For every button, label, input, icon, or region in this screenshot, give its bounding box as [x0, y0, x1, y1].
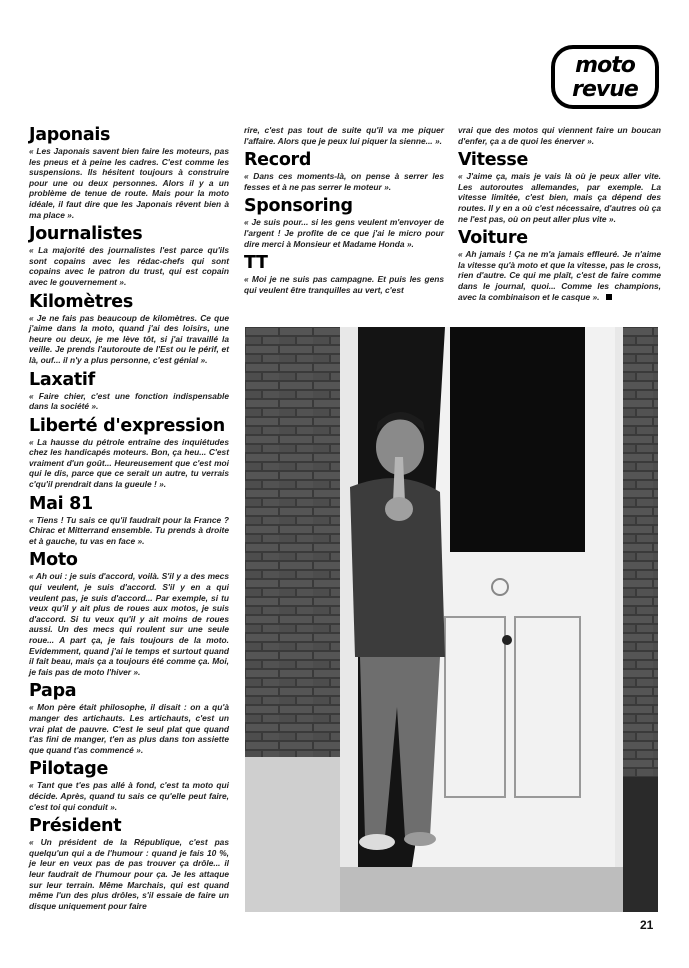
section-text: « La majorité des journalistes l'est parce qu'ils sont copains avec les rédac-chefs qui sont copains avec le patron du trust, qui est copain avec le gouvernement ».	[29, 245, 229, 287]
section-heading: Laxatif	[29, 369, 95, 390]
end-of-article-mark	[606, 294, 612, 300]
section-heading: Mai 81	[29, 493, 93, 514]
brick-wall-left	[245, 327, 340, 757]
section-text: « Tant que t'es pas allé à fond, c'est ta moto qui décide. Après, quand tu sais ce qu'elle peut faire, c'est toi qui conduit ».	[29, 780, 229, 812]
brick-wall-right	[623, 327, 658, 777]
section-text: « Les Japonais savent bien faire les moteurs, pas les pneus et à peine les cadres. C'est comme les suspensions. Ils hésitent toujours à construire pour une ou deux personnes. Alors il y a un problème de tenue de route. Mais pour la moto idéale, il faut dire que les Japonais rêvent bien à ma place ».	[29, 146, 229, 220]
section-text: « La hausse du pétrole entraîne des inquiétudes chez les handicapés moteurs. Bon, ça heu... C'est vraiment d'un goût... Heureusement que c'est moi qui le dis, parce que ce serait un autre, tu verrais c'qu'il prendrait dans la gueule ! ».	[29, 436, 229, 490]
threshold	[340, 867, 623, 912]
section-heading: TT	[244, 253, 268, 274]
section-papa	[29, 681, 229, 755]
section-heading: Papa	[29, 681, 77, 702]
section-continuation	[458, 125, 661, 146]
section-tt	[244, 253, 444, 295]
logo-line-2: revue	[572, 77, 638, 102]
man-raised-finger	[393, 457, 405, 502]
section-vitesse	[458, 150, 661, 224]
section-heading: Sponsoring	[244, 196, 353, 217]
man-shoe-right	[404, 832, 436, 846]
section-kilometres	[29, 292, 229, 366]
section-text: « J'aime ça, mais je vais là où je peux aller vite. Les autoroutes allemandes, par exemple. La vitesse limitée, c'est bien, mais ça dépend des routes. Il y en a où c'est nécessaire, d'autres où ça ne l'est pas, où on peut aller plus vite ».	[458, 171, 661, 224]
logo-line-1: moto	[575, 53, 635, 78]
section-laxatif	[29, 370, 229, 412]
column-1	[29, 125, 229, 915]
section-text: « Faire chier, c'est une fonction indispensable dans la société ».	[29, 390, 229, 412]
section-text: « Je ne fais pas beaucoup de kilomètres. Ce que j'aime dans la moto, quand j'ai des loisirs, une heure ou deux, je me lève tôt, si j'ai travaillé la veille. Je prends l'autoroute de l'Est ou le périf, et là, ouf... il n'y a plus personne, c'est génial ».	[29, 312, 229, 365]
man-hand	[385, 497, 413, 521]
section-continuation	[244, 125, 444, 146]
section-text: « Tiens ! Tu sais ce qu'il faudrait pour la France ? Chirac et Mitterrand ensemble. Tu prends à droite et à gauche, tu vas en face ».	[29, 514, 229, 546]
section-heading: Vitesse	[458, 150, 529, 171]
man-shoe-left	[359, 834, 395, 850]
section-journalistes	[29, 224, 229, 287]
doorway-photo	[245, 327, 658, 912]
stone-step	[245, 757, 340, 912]
door-keyhole	[502, 635, 512, 645]
column-3	[458, 125, 661, 306]
section-heading: Japonais	[29, 125, 111, 145]
section-heading: Kilomètres	[29, 291, 133, 312]
column-2	[244, 125, 444, 299]
section-text: rire, c'est pas tout de suite qu'il va me piquer l'affaire. Alors que je peux lui piquer la sienne... ».	[244, 125, 444, 146]
section-heading: Président	[29, 816, 122, 837]
section-heading: Voiture	[458, 228, 528, 249]
section-text: « Ah oui : je suis d'accord, voilà. S'il y a des mecs qui veulent, je suis d'accord. S'il y en a qui veulent pas, je suis d'accord... Par exemple, si tu veux qu'il y ait plus de roues aux motos, je suis d'accord. Si tu veux qu'il y ait moins de roues aussi. Un des mecs qui roulent sur une seule roue... A part ça, je fais toujours de la moto. Evidemment, quand j'ai le temps et surtout quand il fait beau, mais ça a toujours été comme ça. Moi, je fais pas de moto l'hiver ».	[29, 571, 229, 677]
section-moto	[29, 550, 229, 677]
section-japonais	[29, 125, 229, 220]
section-heading: Liberté d'expression	[29, 415, 225, 436]
section-text-content: « Ah jamais ! Ça ne m'a jamais effleuré. Je n'aime la vitesse qu'à moto et que la vitesse, pas le cross, rien d'autre. Ce qui me plaît, c'est de faire comme dans le journal, quoi... Comme les champions, avec la combinaison et le casque ».	[458, 249, 661, 302]
section-heading: Record	[244, 150, 312, 171]
section-text: « Moi je ne suis pas campagne. Et puis les gens qui veulent être tranquilles au vert, c'est	[244, 274, 444, 295]
section-text	[458, 249, 661, 302]
section-text: « Mon père était philosophe, il disait : on a qu'à manger des artichauts. Les artichauts, c'est un vrai plat de pauvre. C'est le seul plat que quand t'as fini de manger, t'en as plus dans ton assiette que quand t'as commencé ».	[29, 702, 229, 755]
section-voiture	[458, 228, 661, 302]
section-heading: Moto	[29, 550, 78, 571]
section-mai-81	[29, 494, 229, 547]
moto-revue-logo	[551, 45, 659, 109]
section-text: « Dans ces moments-là, on pense à serrer les fesses et à ne pas serrer le moteur ».	[244, 171, 444, 192]
section-sponsoring	[244, 196, 444, 249]
section-record	[244, 150, 444, 192]
section-liberte-expression	[29, 416, 229, 490]
section-text: vrai que des motos qui viennent faire un boucan d'enfer, ça a de quoi les énerver ».	[458, 125, 661, 146]
section-text: « Un président de la République, c'est pas quelqu'un qui a de l'humour : quand je fais 10 %, je leur en veux pas de pas trouver ça drôle... il leur faudrait de l'humour pour ça. Je les attaque sur leur terrain. Même Marchais, qui est quand même l'un des plus drôles, s'il essaie de faire un disque uniquement pour faire	[29, 837, 229, 911]
photo-illustration	[245, 327, 658, 912]
section-heading: Pilotage	[29, 759, 109, 780]
section-pilotage	[29, 759, 229, 812]
door-window	[450, 327, 585, 552]
section-text: « Je suis pour... si les gens veulent m'envoyer de l'argent ! Je profite de ce que j'ai le micro pour dire merci à Monsieur et Madame Honda ».	[244, 217, 444, 249]
section-heading: Journalistes	[29, 224, 143, 245]
section-president	[29, 816, 229, 911]
page-number: 21	[640, 918, 654, 932]
